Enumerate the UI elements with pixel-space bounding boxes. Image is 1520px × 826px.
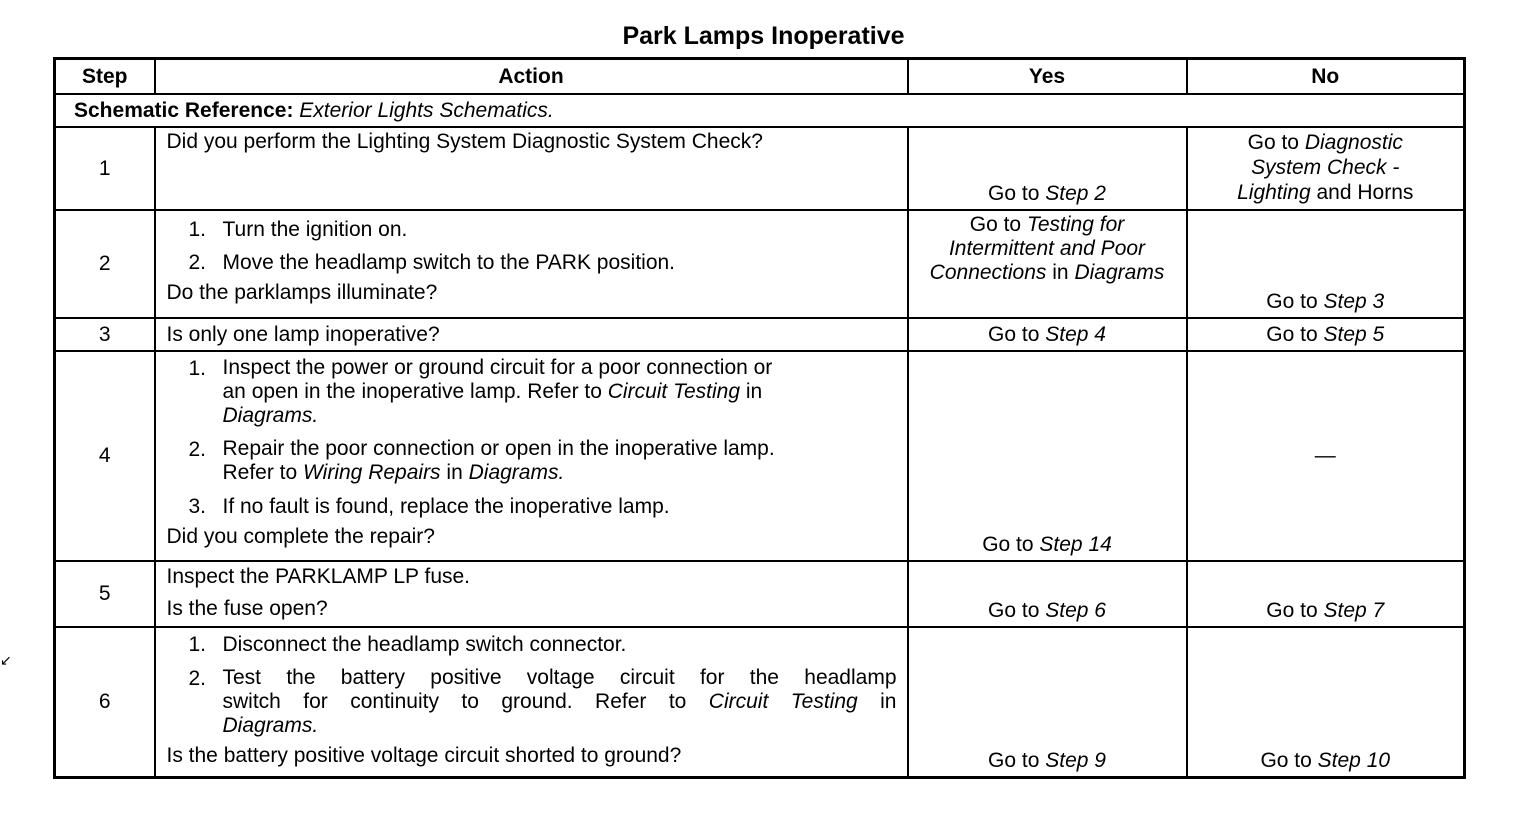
action-item: If no fault is found, replace the inoperative lamp.	[222, 495, 670, 518]
table-row	[55, 351, 1465, 561]
action-cell: 1. Inspect the power or ground circuit for a poor connection or an open in the inoperative lamp. Refer to Circuit Testing in Diagrams. 2. Repair the poor connection or open in the inoperative lamp. Refer to Wiring Repairs in Diagrams. 3. If no fault is found, replace the inoperative lamp. Did you complete the repair?	[155, 351, 908, 561]
no-cell: Go to Step 3	[1187, 210, 1465, 318]
table-row	[55, 561, 1465, 627]
reference-link[interactable]: Circuit Testing	[607, 380, 741, 403]
schematic-label: Schematic Reference:	[74, 98, 294, 122]
no-cell: Go to Step 7	[1187, 561, 1465, 627]
action-question: Did you perform the Lighting System Diagnostic System Check?	[166, 130, 763, 153]
action-cell	[155, 561, 908, 627]
step-number: 3	[55, 318, 155, 351]
table-row	[55, 318, 1465, 351]
action-question: Is only one lamp inoperative?	[166, 322, 440, 346]
action-question: Did you complete the repair?	[166, 525, 435, 548]
header-step: Step	[55, 59, 155, 95]
schematic-row	[55, 94, 1465, 127]
step-link[interactable]: Step 10	[1317, 748, 1391, 772]
yes-cell: Go to Step 2	[908, 127, 1187, 210]
yes-cell: Go to Step 14	[908, 351, 1187, 561]
reference-link[interactable]: Intermittent and Poor	[948, 237, 1146, 260]
action-item: Move the headlamp switch to the PARK position.	[222, 251, 676, 274]
reference-link[interactable]: Diagrams	[1074, 261, 1165, 284]
step-link[interactable]: Step 3	[1323, 290, 1385, 313]
step-link[interactable]: Step 9	[1045, 748, 1106, 772]
header-no: No	[1187, 59, 1465, 95]
reference-link[interactable]: Lighting	[1237, 181, 1311, 204]
action-cell: 1. Disconnect the headlamp switch connector. 2. Test the battery positive voltage circuit for the headlamp switch for continuity to ground. Refer to Circuit Testing in Diagrams. Is the battery positive voltage circuit shorted to ground?	[155, 627, 908, 777]
diagnostic-table	[53, 57, 1466, 779]
action-cell	[155, 127, 908, 210]
step-link[interactable]: Step 7	[1323, 599, 1385, 622]
header-yes: Yes	[908, 59, 1187, 95]
action-cell	[155, 318, 908, 351]
step-link[interactable]: Step 14	[1039, 533, 1112, 556]
reference-link[interactable]: Testing for	[1026, 213, 1125, 236]
yes-cell: Go to Step 6	[908, 561, 1187, 627]
step-number: 4	[55, 351, 155, 561]
table-row	[55, 627, 1465, 777]
step-number: 5	[55, 561, 155, 627]
reference-link[interactable]: Wiring Repairs	[303, 461, 441, 484]
step-link[interactable]: Step 4	[1045, 323, 1106, 346]
reference-link[interactable]: Diagrams.	[468, 461, 565, 484]
action-question: Is the battery positive voltage circuit shorted to ground?	[166, 744, 682, 767]
reference-link[interactable]: Diagnostic	[1304, 131, 1403, 154]
reference-link[interactable]: System Check -	[1251, 156, 1400, 179]
action-item: Test the battery positive voltage circuit for the headlamp	[222, 666, 897, 689]
header-row	[55, 59, 1465, 95]
table-row	[55, 127, 1465, 210]
action-question: Do the parklamps illuminate?	[166, 281, 438, 304]
schematic-link[interactable]: Exterior Lights Schematics.	[299, 98, 554, 122]
step-number: 2	[55, 210, 155, 318]
action-line: Inspect the PARKLAMP LP fuse.	[166, 565, 471, 588]
action-cell: 1. Turn the ignition on. 2. Move the headlamp switch to the PARK position. Do the parklamps illuminate?	[155, 210, 908, 318]
reference-link[interactable]: Diagrams.	[222, 714, 319, 737]
schematic-reference	[55, 94, 1465, 127]
action-item: Disconnect the headlamp switch connector.	[222, 633, 627, 656]
yes-cell: Go to Testing for Intermittent and Poor Connections in Diagrams	[908, 210, 1187, 318]
reference-link[interactable]: Diagrams.	[222, 404, 319, 427]
step-number: 6	[55, 627, 155, 777]
reference-link[interactable]: Circuit Testing	[708, 690, 858, 713]
step-link[interactable]: Step 6	[1045, 599, 1106, 622]
action-question: Is the fuse open?	[166, 597, 328, 620]
yes-cell: Go to Step 9	[908, 627, 1187, 777]
margin-mark: ↙	[0, 652, 12, 668]
reference-link[interactable]: Connections	[929, 261, 1047, 284]
no-cell: Go to Step 5	[1187, 318, 1465, 351]
action-item: Repair the poor connection or open in the inoperative lamp.	[222, 437, 775, 460]
no-cell: Go to Diagnostic System Check - Lighting and Horns	[1187, 127, 1465, 210]
no-cell: —	[1187, 351, 1465, 561]
step-link[interactable]: Step 5	[1323, 323, 1385, 346]
page-title: Park Lamps Inoperative	[622, 22, 905, 50]
no-cell: Go to Step 10	[1187, 627, 1465, 777]
header-action: Action	[155, 59, 908, 95]
step-link[interactable]: Step 2	[1045, 182, 1106, 205]
step-number: 1	[55, 127, 155, 210]
action-item: Turn the ignition on.	[222, 218, 408, 241]
yes-cell: Go to Step 4	[908, 318, 1187, 351]
table-row	[55, 210, 1465, 318]
action-item: Inspect the power or ground circuit for a poor connection or	[222, 356, 773, 379]
